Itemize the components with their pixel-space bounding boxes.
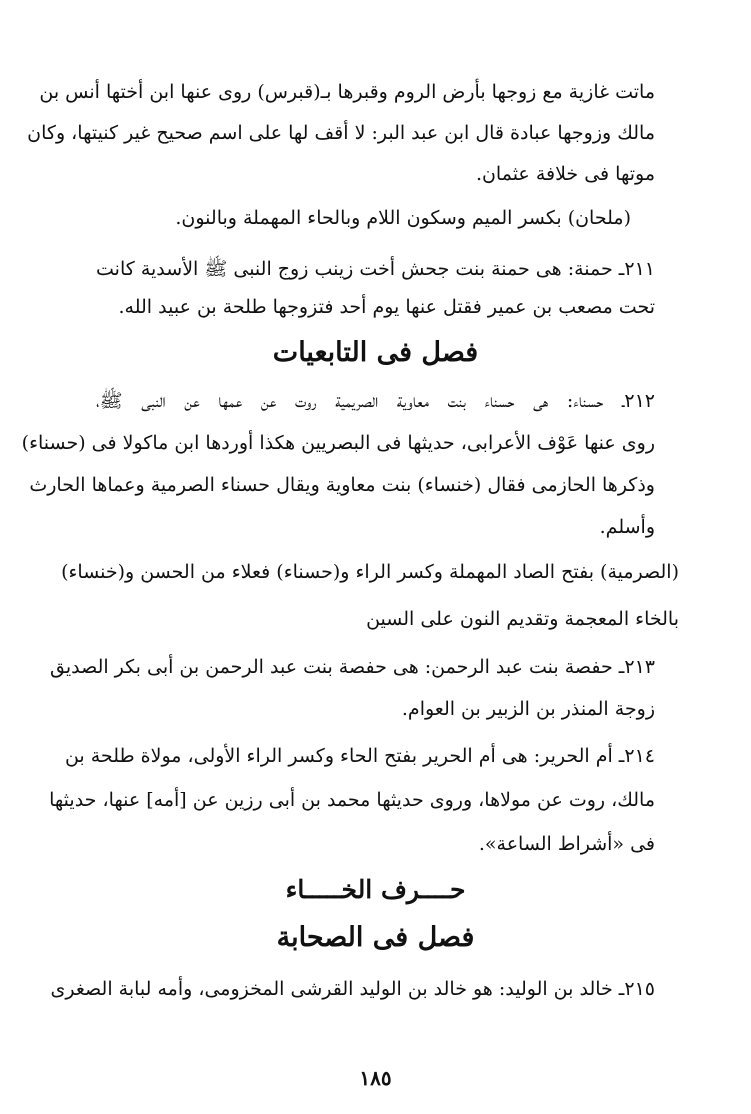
entry-212-line: روى عنها عَوْف الأعرابى، حديثها فى البصريين هكذا أوردها ابن ماكولا فى (حسناء) (21, 432, 655, 454)
paragraph-line: ماتت غازية مع زوجها بأرض الروم وقبرها بـ(قبرس) روى عنها ابن أختها أنس بن (39, 81, 655, 103)
entry-212-line: وذكرها الحازمى فقال (خنساء) بنت معاوية ويقال حسناء الصرمية وعماها الحارث (29, 474, 655, 496)
entry-214-line: فى «أشراط الساعة». (478, 833, 655, 855)
paragraph-line: (الصرمية) بفتح الصاد المهملة وكسر الراء و(حسناء) فعلاء من الحسن و(خنساء) (61, 561, 679, 583)
entry-214-line: ٢١٤ـ أم الحرير: هى أم الحرير بفتح الحاء وكسر الراء الأولى، مولاة طلحة بن (64, 745, 655, 767)
entry-213-line: زوجة المنذر بن الزبير بن العوام. (401, 698, 655, 720)
paragraph-line: بالخاء المعجمة وتقديم النون على السين (366, 608, 679, 630)
paragraph-line: موتها فى خلافة عثمان. (475, 163, 655, 185)
page-number: ١٨٥ (359, 1066, 392, 1090)
entry-214-line: مالك، روت عن مولاها، وروى حديثها محمد بن أبى رزين عن [أمه] عنها، حديثها (49, 789, 655, 811)
letter-heading-kha: حــــرف الخـــــاء (285, 875, 466, 904)
section-heading-tabiiyat: فصل فى التابعيات (272, 337, 479, 368)
entry-211-line: ٢١١ـ حمنة: هى حمنة بنت جحش أخت زينب زوج النبى ﷺ الأسدية كانت (96, 258, 655, 280)
entry-211-line: تحت مصعب بن عمير فقتل عنها يوم أحد فتزوجها طلحة بن عبيد الله. (118, 296, 655, 318)
section-heading-sahaba: فصل فى الصحابة (276, 922, 475, 953)
entry-215-line: ٢١٥ـ خالد بن الوليد: هو خالد بن الوليد القرشى المخزومى، وأمه لبابة الصغرى (50, 978, 655, 1000)
paragraph-line: (ملحان) بكسر الميم وسكون اللام وبالحاء المهملة وبالنون. (175, 207, 631, 229)
entry-212-line: وأسلم. (599, 516, 655, 538)
paragraph-line: مالك وزوجها عبادة قال ابن عبد البر: لا أقف لها على اسم صحيح غير كنيتها، وكان (27, 122, 655, 144)
entry-213-line: ٢١٣ـ حفصة بنت عبد الرحمن: هى حفصة بنت عبد الرحمن بن أبى بكر الصديق (49, 656, 655, 678)
entry-212-line: ٢١٢ـ حسناء: هى حسناء بنت معاوية الصريمية روت عن عمها عن النبى ﷺ، (96, 390, 655, 412)
